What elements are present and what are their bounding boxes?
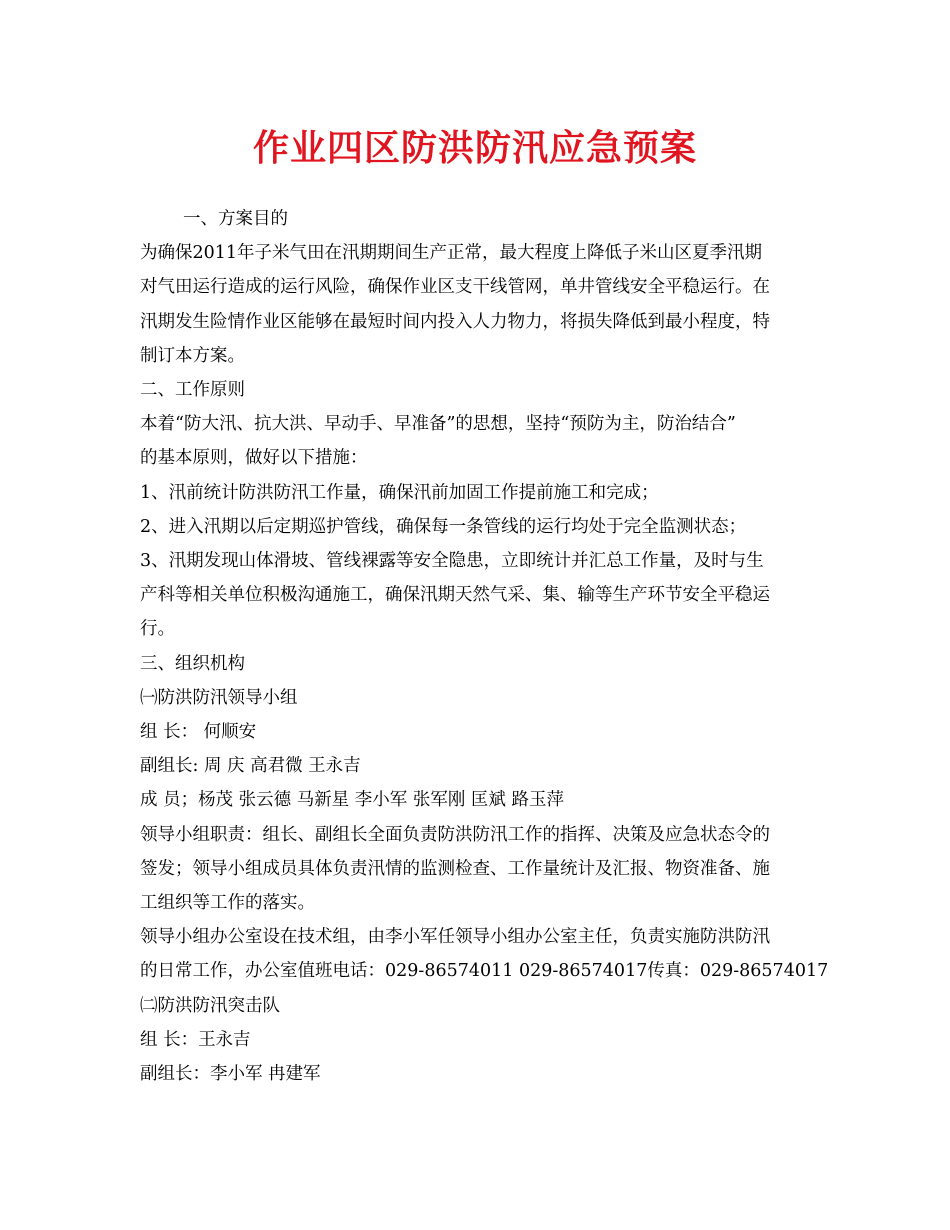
leader-line: 组 长： 何顺安 — [140, 722, 257, 743]
paragraph-line: 领导小组职责：组长、副组长全面负责防洪防汛工作的指挥、决策及应急状态令的 — [140, 824, 770, 845]
paragraph-line: 工组织等工作的落实。 — [140, 893, 315, 914]
paragraph-line: 制订本方案。 — [140, 345, 245, 366]
paragraph-line: 本着“防大汛、抗大洪、早动手、早准备”的思想，坚持“预防为主，防治结合” — [140, 414, 736, 435]
subsection-heading-leadership-group: ㈠防洪防汛领导小组 — [140, 687, 298, 708]
section-heading-organization: 三、组织机构 — [140, 653, 245, 674]
list-item: 3、汛期发现山体滑坡、管线裸露等安全隐患，立即统计并汇总工作量，及时与生 — [140, 551, 764, 572]
document-title: 作业四区防洪防汛应急预案 — [252, 128, 697, 169]
paragraph-line: 汛期发生险情作业区能够在最短时间内投入人力物力，将损失降低到最小程度，特 — [140, 311, 770, 332]
paragraph-line: 行。 — [140, 619, 175, 640]
section-heading-purpose: 一、方案目的 — [183, 209, 288, 229]
contact-line: 的日常工作，办公室值班电话：029-86574011 029-86574017传真：029-86574017 — [140, 961, 829, 982]
document-body — [140, 202, 829, 1091]
paragraph-line: 对气田运行造成的运行风险，确保作业区支干线管网，单井管线安全平稳运行。在 — [140, 277, 770, 298]
paragraph-line: 签发；领导小组成员具体负责汛情的监测检查、工作量统计及汇报、物资准备、施 — [140, 858, 770, 879]
deputy-leader-line: 副组长：李小军 冉建军 — [140, 1064, 321, 1085]
section-heading-principles: 二、工作原则 — [140, 380, 245, 401]
paragraph-line: 领导小组办公室设在技术组，由李小军任领导小组办公室主任，负责实施防洪防汛 — [140, 927, 770, 948]
paragraph-line: 为确保2011年子米气田在汛期期间生产正常，最大程度上降低子米山区夏季汛期 — [140, 243, 763, 264]
list-item: 2、进入汛期以后定期巡护管线，确保每一条管线的运行均处于完全监测状态； — [140, 516, 747, 537]
subsection-heading-strike-team: ㈡防洪防汛突击队 — [140, 995, 280, 1016]
paragraph-line: 的基本原则，做好以下措施： — [140, 448, 368, 469]
list-item: 1、汛前统计防洪防汛工作量，确保汛前加固工作提前施工和完成； — [140, 482, 659, 503]
deputy-leader-line: 副组长: 周 庆 高君微 王永吉 — [140, 756, 361, 777]
paragraph-line: 产科等相关单位积极沟通施工，确保汛期天然气采、集、输等生产环节安全平稳运 — [140, 585, 770, 606]
leader-line: 组 长：王永吉 — [140, 1029, 251, 1050]
members-line: 成 员；杨茂 张云德 马新星 李小军 张军刚 匡斌 路玉萍 — [140, 790, 564, 811]
